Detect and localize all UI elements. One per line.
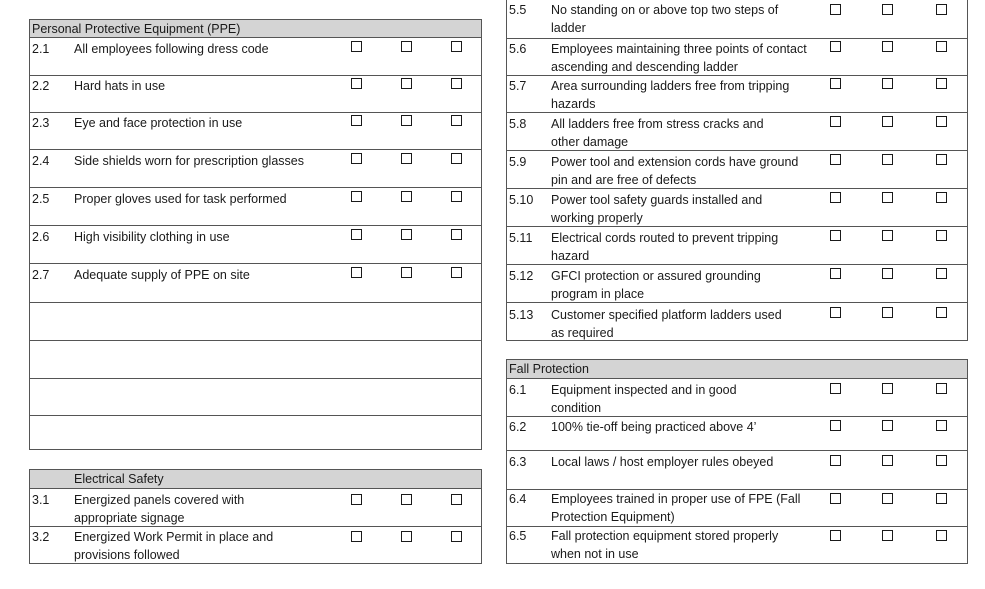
item-number: 6.2: [509, 420, 527, 434]
yes-checkbox[interactable]: [351, 267, 362, 278]
yes-checkbox[interactable]: [351, 229, 362, 240]
yes-checkbox[interactable]: [351, 78, 362, 89]
item-number: 2.2: [32, 79, 50, 93]
fall-protection-table: [506, 378, 968, 564]
table-row: [30, 75, 481, 113]
item-number: 2.1: [32, 42, 50, 56]
no-checkbox[interactable]: [882, 230, 893, 241]
na-checkbox[interactable]: [936, 192, 947, 203]
table-row: [507, 226, 967, 265]
na-checkbox[interactable]: [936, 268, 947, 279]
yes-checkbox[interactable]: [351, 494, 362, 505]
item-number: 5.9: [509, 155, 527, 169]
na-checkbox[interactable]: [936, 530, 947, 541]
table-row: [507, 188, 967, 227]
item-text: Employees maintaining three points of contact ascending and descending ladder: [551, 42, 807, 74]
na-checkbox[interactable]: [936, 78, 947, 89]
no-checkbox[interactable]: [401, 229, 412, 240]
table-row: [30, 112, 481, 150]
table-row: [507, 489, 967, 527]
yes-checkbox[interactable]: [351, 115, 362, 126]
na-checkbox[interactable]: [936, 493, 947, 504]
yes-checkbox[interactable]: [830, 420, 841, 431]
table-row: [507, 150, 967, 189]
yes-checkbox[interactable]: [830, 4, 841, 15]
item-number: 6.3: [509, 455, 527, 469]
empty-row: [30, 415, 481, 449]
table-row: [30, 526, 481, 563]
na-checkbox[interactable]: [936, 230, 947, 241]
no-checkbox[interactable]: [401, 41, 412, 52]
na-checkbox[interactable]: [451, 78, 462, 89]
na-checkbox[interactable]: [451, 494, 462, 505]
item-number: 2.7: [32, 268, 50, 282]
empty-row: [30, 340, 481, 379]
yes-checkbox[interactable]: [830, 383, 841, 394]
item-number: 6.5: [509, 529, 527, 543]
item-text: High visibility clothing in use: [74, 230, 230, 244]
item-number: 3.2: [32, 530, 50, 544]
na-checkbox[interactable]: [451, 229, 462, 240]
na-checkbox[interactable]: [451, 191, 462, 202]
empty-row: [30, 378, 481, 416]
no-checkbox[interactable]: [882, 192, 893, 203]
item-text: Power tool and extension cords have ground pin and are free of defects: [551, 155, 799, 187]
na-checkbox[interactable]: [451, 115, 462, 126]
item-number: 2.5: [32, 192, 50, 206]
item-text: Energized Work Permit in place and provisions followed: [74, 530, 274, 562]
table-row: [30, 38, 481, 76]
yes-checkbox[interactable]: [830, 78, 841, 89]
no-checkbox[interactable]: [882, 116, 893, 127]
item-text: Hard hats in use: [74, 79, 166, 93]
na-checkbox[interactable]: [451, 153, 462, 164]
yes-checkbox[interactable]: [830, 530, 841, 541]
yes-checkbox[interactable]: [351, 41, 362, 52]
item-text: 100% tie-off being practiced above 4’: [551, 420, 757, 434]
no-checkbox[interactable]: [401, 531, 412, 542]
item-text: All employees following dress code: [74, 42, 269, 56]
empty-row: [30, 302, 481, 341]
no-checkbox[interactable]: [401, 153, 412, 164]
item-text: Area surrounding ladders free from tripping hazards: [551, 79, 790, 111]
yes-checkbox[interactable]: [351, 153, 362, 164]
no-checkbox[interactable]: [401, 191, 412, 202]
item-text: Side shields worn for prescription glasses: [74, 154, 304, 168]
table-row: [507, 526, 967, 563]
table-row: [507, 416, 967, 451]
yes-checkbox[interactable]: [830, 116, 841, 127]
item-number: 2.3: [32, 116, 50, 130]
item-text: Local laws / host employer rules obeyed: [551, 455, 774, 469]
yes-checkbox[interactable]: [830, 493, 841, 504]
yes-checkbox[interactable]: [351, 531, 362, 542]
yes-checkbox[interactable]: [830, 154, 841, 165]
no-checkbox[interactable]: [882, 530, 893, 541]
item-text: Customer specified platform ladders used as required: [551, 308, 782, 340]
item-text: All ladders free from stress cracks and other damage: [551, 117, 764, 149]
table-row: [507, 0, 967, 39]
no-checkbox[interactable]: [882, 455, 893, 466]
no-checkbox[interactable]: [882, 420, 893, 431]
item-number: 2.6: [32, 230, 50, 244]
no-checkbox[interactable]: [882, 4, 893, 15]
item-text: GFCI protection or assured grounding program in place: [551, 269, 761, 301]
yes-checkbox[interactable]: [830, 455, 841, 466]
table-row: [507, 75, 967, 113]
table-row: [30, 187, 481, 226]
item-number: 6.4: [509, 492, 527, 506]
item-text: No standing on or above top two steps of ladder: [551, 3, 779, 35]
yes-checkbox[interactable]: [351, 191, 362, 202]
no-checkbox[interactable]: [882, 383, 893, 394]
ladder-tool-table: [506, 0, 968, 341]
table-row: [30, 489, 481, 527]
item-number: 5.12: [509, 269, 534, 283]
no-checkbox[interactable]: [401, 78, 412, 89]
ppe-section-header: Personal Protective Equipment (PPE): [29, 19, 482, 38]
item-number: 6.1: [509, 383, 527, 397]
electrical-section-header: Electrical Safety: [29, 469, 482, 489]
yes-checkbox[interactable]: [830, 192, 841, 203]
table-row: [30, 149, 481, 188]
table-row: [30, 263, 481, 303]
item-text: Equipment inspected and in good condition: [551, 383, 737, 415]
no-checkbox[interactable]: [882, 268, 893, 279]
item-number: 3.1: [32, 493, 50, 507]
na-checkbox[interactable]: [451, 531, 462, 542]
item-text: Power tool safety guards installed and working properly: [551, 193, 763, 225]
no-checkbox[interactable]: [882, 493, 893, 504]
table-row: [30, 225, 481, 264]
item-number: 5.5: [509, 3, 527, 17]
ppe-table: [29, 37, 482, 450]
item-text: Proper gloves used for task performed: [74, 192, 287, 206]
na-checkbox[interactable]: [936, 307, 947, 318]
table-row: [507, 302, 967, 340]
item-number: 5.11: [509, 231, 533, 245]
item-text: Electrical cords routed to prevent tripping hazard: [551, 231, 779, 263]
item-number: 5.7: [509, 79, 527, 93]
no-checkbox[interactable]: [401, 267, 412, 278]
item-number: 5.6: [509, 42, 527, 56]
na-checkbox[interactable]: [936, 455, 947, 466]
electrical-table: [29, 488, 482, 564]
yes-checkbox[interactable]: [830, 307, 841, 318]
yes-checkbox[interactable]: [830, 230, 841, 241]
item-number: 2.4: [32, 154, 50, 168]
na-checkbox[interactable]: [936, 420, 947, 431]
item-text: Eye and face protection in use: [74, 116, 243, 130]
item-text: Fall protection equipment stored properly when not in use: [551, 529, 779, 561]
yes-checkbox[interactable]: [830, 41, 841, 52]
na-checkbox[interactable]: [451, 41, 462, 52]
table-row: [507, 450, 967, 490]
item-text: Adequate supply of PPE on site: [74, 268, 250, 282]
yes-checkbox[interactable]: [830, 268, 841, 279]
na-checkbox[interactable]: [451, 267, 462, 278]
na-checkbox[interactable]: [936, 4, 947, 15]
no-checkbox[interactable]: [882, 307, 893, 318]
table-row: [507, 38, 967, 76]
item-text: Employees trained in proper use of FPE (Fall Protection Equipment): [551, 492, 801, 524]
na-checkbox[interactable]: [936, 41, 947, 52]
na-checkbox[interactable]: [936, 116, 947, 127]
no-checkbox[interactable]: [882, 41, 893, 52]
fall-protection-section-header: Fall Protection: [506, 359, 968, 379]
table-row: [507, 379, 967, 417]
item-text: Energized panels covered with appropriate signage: [74, 493, 245, 525]
table-row: [507, 112, 967, 151]
no-checkbox[interactable]: [401, 115, 412, 126]
no-checkbox[interactable]: [882, 154, 893, 165]
na-checkbox[interactable]: [936, 383, 947, 394]
table-row: [507, 264, 967, 303]
item-number: 5.8: [509, 117, 527, 131]
item-number: 5.10: [509, 193, 534, 207]
na-checkbox[interactable]: [936, 154, 947, 165]
no-checkbox[interactable]: [401, 494, 412, 505]
no-checkbox[interactable]: [882, 78, 893, 89]
item-number: 5.13: [509, 308, 534, 322]
